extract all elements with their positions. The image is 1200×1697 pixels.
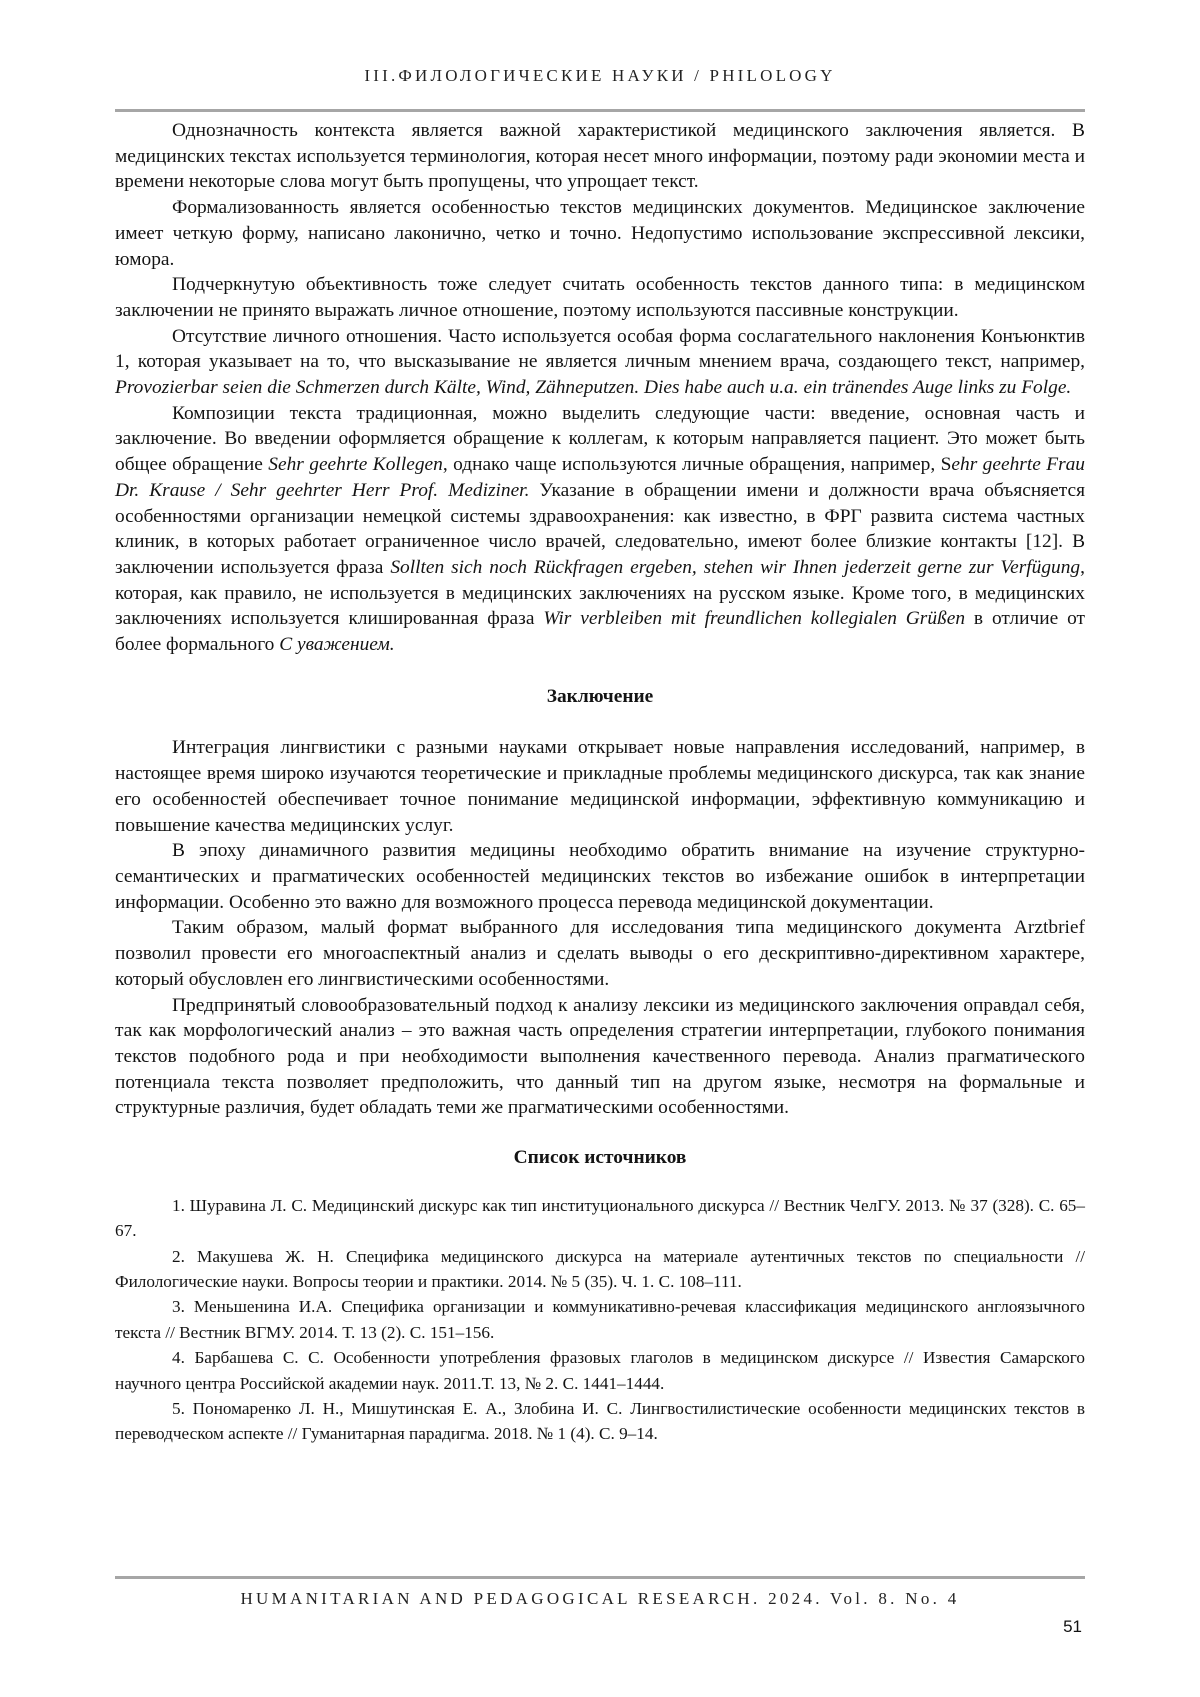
conclusion-paragraph-1: Интеграция лингвистики с разными науками открывает новые направления исследований, например, в настоящее время широко изучаются теоретические и прикладные проблемы медицинского дискурса, так как знание его особенностей обеспечивает точное понимание медицинской информации, эффективную коммуникацию и повышение качества медицинских услуг. xyxy=(115,737,1085,836)
text-run: , однако чаще используются личные обращения, например, S xyxy=(442,454,952,476)
reference-item: 4. Барбашева С. С. Особенности употребления фразовых глаголов в медицинском дискурсе // Известия Самарского научного центра Российской академии наук. 2011.Т. 13, № 2. С. 1441–1444. xyxy=(115,1348,1085,1393)
article-body xyxy=(115,118,1085,1447)
header-rule xyxy=(115,109,1085,112)
conclusion-paragraph-3: Таким образом, малый формат выбранного для исследования типа медицинского документа Arztbrief позволил провести его многоаспектный анализ и сделать выводы о его дескриптивно-директивном характере, который обусловлен его лингвистическими особенностями. xyxy=(115,917,1085,990)
reference-item: 5. Пономаренко Л. Н., Мишутинская Е. А., Злобина И. С. Лингвостилистические особенности медицинских текстов в переводческом аспекте // Гуманитарная парадигма. 2018. № 1 (4). С. 9–14. xyxy=(115,1398,1085,1444)
german-example: Sehr geehrte Kollegen xyxy=(268,454,443,476)
paragraph-objectivity: Подчеркнутую объективность тоже следует считать особенность текстов данного типа: в медицинском заключении не принято выражать личное отношение, поэтому используются пассивные конструкции. xyxy=(115,274,1085,321)
german-example: Sollten sich noch Rückfragen ergeben, stehen wir Ihnen jederzeit gerne zur Verfügung xyxy=(390,556,1081,578)
paragraph-unambiguity: Однозначность контекста является важной характеристикой медицинского заключения является. В медицинских текстах используется терминология, которая несет много информации, поэтому ради экономии места и времени некоторые слова могут быть пропущены, что упрощает текст. xyxy=(115,120,1085,193)
paragraph-formality: Формализованность является особенностью текстов медицинских документов. Медицинское заключение имеет четкую форму, написано лаконично, четко и точно. Недопустимо использование экспрессивной лексики, юмора. xyxy=(115,197,1085,270)
section-heading-conclusion: Заключение xyxy=(546,685,654,707)
text-run: Указание в обращении имени и должности врача объясняется особенностями организации немецкой системы здравоохранения: как известно, в ФРГ развита система частных клиник, в которых работает ограниченное число врачей, следовательно, имеют более близкие контакты [12]. В заключении используется фраза xyxy=(115,479,1085,578)
reference-item: 1. Шуравина Л. С. Медицинский дискурс как тип институционального дискурса // Вестник ЧелГУ. 2013. № 37 (328). С. 65–67. xyxy=(115,1195,1085,1241)
section-heading-sources: Список источников xyxy=(513,1147,687,1169)
text-run: в отличие от более формального xyxy=(115,608,1085,656)
conclusion-paragraph-2: В эпоху динамичного развития медицины необходимо обратить внимание на изучение структурно-семантических и прагматических особенностей медицинских текстов во избежание ошибок в интерпретации информации. Особенно это важно для возможного процесса перевода медицинской документации. xyxy=(115,840,1085,913)
german-example: Wir verbleiben mit freundlichen kollegialen Grüßen xyxy=(543,608,966,630)
german-example: Provozierbar seien die Schmerzen durch Kälte, Wind, Zähneputzen. Dies habe auch u.a. ein tränendes Auge links zu Folge. xyxy=(115,377,1072,399)
german-example: ehr geehrte Frau Dr. Krause / Sehr geehrter Herr Prof. Mediziner. xyxy=(115,454,1085,501)
paragraph-impersonality xyxy=(115,324,1085,401)
text-run: Композиции текста традиционная, можно выделить следующие части: введение, основная часть и заключение. Во введении оформляется обращение к коллегам, к которым направляется пациент. Это может быть общее обращение xyxy=(115,402,1085,476)
footer-rule xyxy=(115,1576,1085,1579)
text-run: Отсутствие личного отношения. Часто используется особая форма сослагательного наклонения Конъюнктив 1, которая указывает на то, что высказывание не является личным мнением врача, создающего текст, например, xyxy=(115,325,1085,373)
text-run: , которая, как правило, не используется в медицинских заключениях на русском языке. Кроме того, в медицинских заключениях используется клишированная фраза xyxy=(115,556,1085,630)
reference-list xyxy=(115,1193,1085,1447)
running-header: III.ФИЛОЛОГИЧЕСКИЕ НАУКИ / PHILOLOGY xyxy=(364,66,836,85)
reference-item: 2. Макушева Ж. Н. Специфика медицинского дискурса на материале аутентичных текстов по специальности // Филологические науки. Вопросы теории и практики. 2014. № 5 (35). Ч. 1. С. 108–111. xyxy=(115,1246,1085,1291)
reference-item: 3. Меньшенина И.А. Специфика организации и коммуникативно-речевая классификация медицинского англоязычного текста // Вестник ВГМУ. 2014. Т. 13 (2). С. 151–156. xyxy=(115,1297,1085,1342)
russian-example: С уважением. xyxy=(279,634,395,656)
conclusion-paragraph-4: Предпринятый словообразовательный подход к анализу лексики из медицинского заключения оправдал себя, так как морфологический анализ – это важная часть определения стратегии интерпретации, глубокого понимания текстов подобного рода и при необходимости выполнения качественного перевода. Анализ прагматического потенциала текста позволяет предположить, что данный тип на другом языке, несмотря на формальные и структурные различия, будет обладать теми же прагматическими особенностями. xyxy=(115,994,1085,1119)
running-footer: HUMANITARIAN AND PEDAGOGICAL RESEARCH. 2024. Vol. 8. No. 4 xyxy=(240,1589,960,1608)
page-number: 51 xyxy=(1063,1617,1082,1636)
paragraph-composition xyxy=(115,401,1085,658)
